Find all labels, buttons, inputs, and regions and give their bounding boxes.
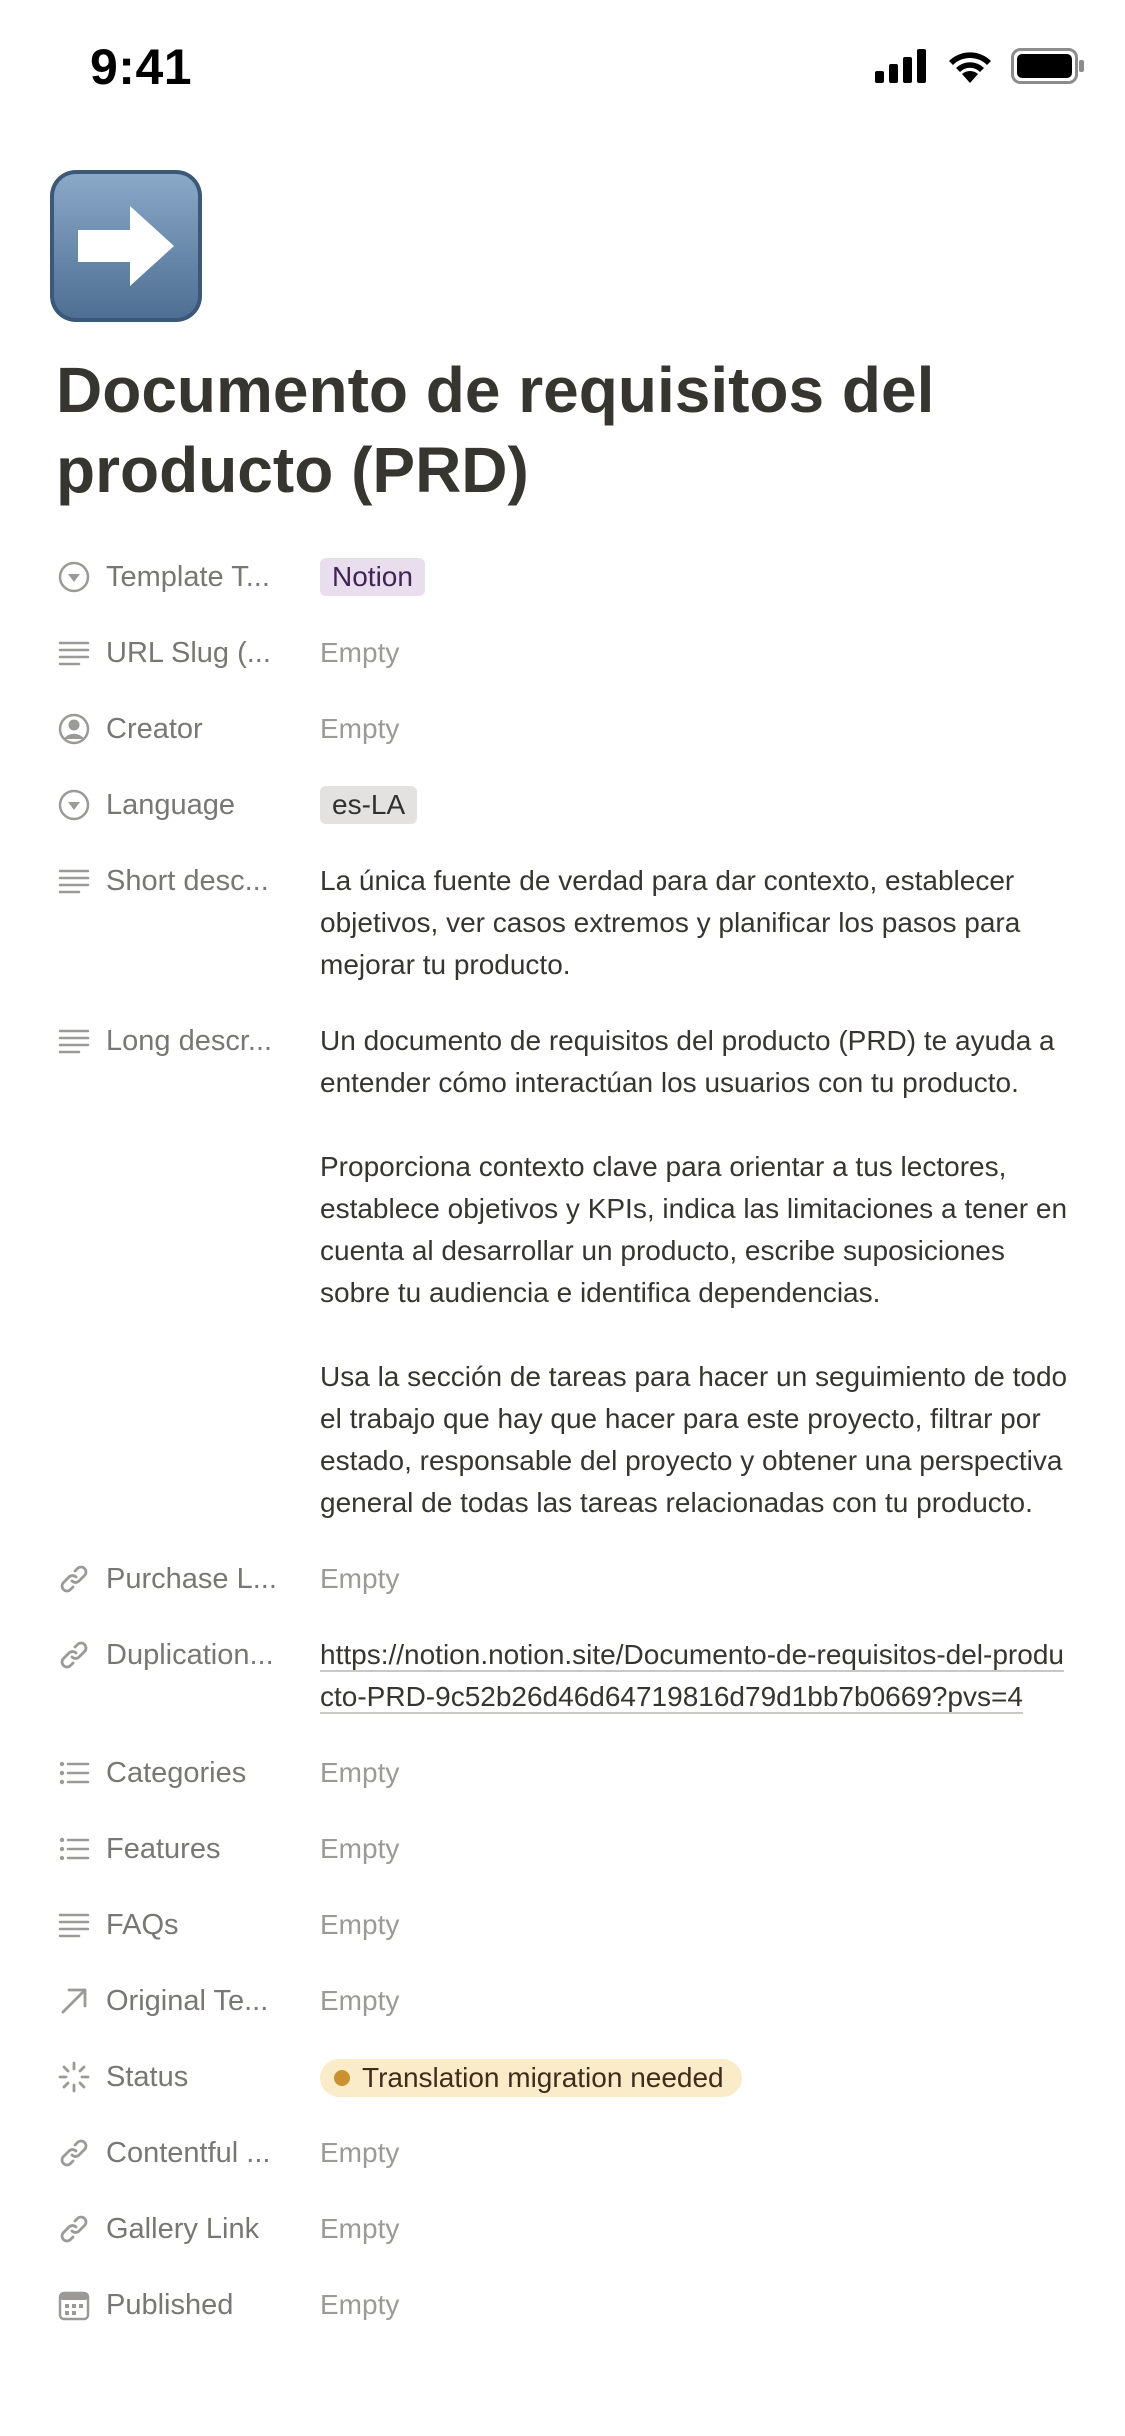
property-duplication-link (56, 1634, 1076, 1718)
select-icon (56, 787, 92, 823)
property-value-creator[interactable]: Empty (320, 713, 400, 744)
property-label: Duplication... (106, 1638, 274, 1671)
property-name-short-description[interactable] (56, 860, 320, 902)
property-value-gallery-link[interactable]: Empty (320, 2213, 400, 2244)
property-label: Status (106, 2060, 189, 2093)
property-name-creator[interactable] (56, 708, 320, 750)
text-lines-icon (56, 863, 92, 899)
property-label: Creator (106, 712, 203, 745)
property-value-long-description[interactable] (320, 1020, 1076, 1524)
link-icon (56, 2135, 92, 2171)
link-icon (56, 1637, 92, 1673)
tag-notion: Notion (320, 558, 425, 596)
property-faqs (56, 1904, 1076, 1946)
property-name-duplication-link[interactable] (56, 1634, 320, 1676)
property-value-template-type[interactable] (320, 556, 1076, 598)
long-description-paragraph: Usa la sección de tareas para hacer un seguimiento de todo el trabajo que hay que hacer para este proyecto, filtrar por estado, responsable del proyecto y obtener una perspectiva general de todas las tareas relacionadas con tu producto. (320, 1361, 1068, 1518)
long-description-paragraph: Un documento de requisitos del producto (PRD) te ayuda a entender cómo interactúan los usuarios con tu producto. (320, 1025, 1055, 1098)
list-icon (56, 1831, 92, 1867)
property-label: Language (106, 788, 236, 821)
property-name-template-type[interactable] (56, 556, 320, 598)
status-text: Translation migration needed (362, 2062, 724, 2093)
property-value-purchase-link[interactable]: Empty (320, 1563, 400, 1594)
property-language (56, 784, 1076, 826)
property-creator (56, 708, 1076, 750)
text-lines-icon (56, 1907, 92, 1943)
property-label: Contentful ... (106, 2136, 271, 2169)
property-value-duplication-link (320, 1634, 1076, 1718)
property-features (56, 1828, 1076, 1870)
status-spinner-icon (56, 2059, 92, 2095)
property-label: Published (106, 2288, 234, 2321)
property-label: URL Slug (... (106, 636, 271, 669)
person-icon (56, 711, 92, 747)
property-original-template (56, 1980, 1076, 2022)
link-icon (56, 1561, 92, 1597)
select-icon (56, 559, 92, 595)
property-label: Purchase L... (106, 1562, 277, 1595)
list-icon (56, 1755, 92, 1791)
property-label: Original Te... (106, 1984, 269, 2017)
property-label: Long descr... (106, 1024, 273, 1057)
property-name-language[interactable] (56, 784, 320, 826)
property-label: FAQs (106, 1908, 179, 1941)
property-contentful (56, 2132, 1076, 2174)
property-label: Short desc... (106, 864, 269, 897)
duplication-url-link[interactable]: https://notion.notion.site/Documento-de-requisitos-del-producto-PRD-9c52b26d46d64719816d79d1bb7b0669?pvs=4 (320, 1639, 1064, 1712)
property-gallery-link (56, 2208, 1076, 2250)
property-value-contentful[interactable]: Empty (320, 2137, 400, 2168)
property-label: Template T... (106, 560, 270, 593)
wifi-icon (947, 49, 993, 83)
property-value-published[interactable]: Empty (320, 2289, 400, 2320)
property-value-categories[interactable]: Empty (320, 1757, 400, 1788)
properties-list (56, 556, 1076, 2360)
property-label: Features (106, 1832, 221, 1865)
property-name-published[interactable] (56, 2284, 320, 2326)
property-name-gallery-link[interactable] (56, 2208, 320, 2250)
relation-arrow-icon (56, 1983, 92, 2019)
link-icon (56, 2211, 92, 2247)
status-icons (875, 48, 1085, 84)
property-value-status[interactable] (320, 2056, 1076, 2098)
cellular-signal-icon (875, 49, 929, 83)
property-name-faqs[interactable] (56, 1904, 320, 1946)
property-categories (56, 1752, 1076, 1794)
status-dot (334, 2070, 350, 2086)
property-label: Categories (106, 1756, 247, 1789)
property-value-language[interactable] (320, 784, 1076, 826)
property-value-url-slug[interactable]: Empty (320, 637, 400, 668)
text-lines-icon (56, 635, 92, 671)
property-label: Gallery Link (106, 2212, 260, 2245)
property-value-short-description[interactable]: La única fuente de verdad para dar contexto, establecer objetivos, ver casos extremos y planificar los pasos para mejorar tu producto. (320, 865, 1021, 980)
property-name-purchase-link[interactable] (56, 1558, 320, 1600)
property-name-categories[interactable] (56, 1752, 320, 1794)
property-value-faqs[interactable]: Empty (320, 1909, 400, 1940)
property-name-long-description[interactable] (56, 1020, 320, 1062)
property-published (56, 2284, 1076, 2326)
status-time: 9:41 (90, 39, 193, 95)
property-name-status[interactable] (56, 2056, 320, 2098)
tag-es-la: es-LA (320, 786, 417, 824)
property-name-url-slug[interactable] (56, 632, 320, 674)
status-badge (320, 2059, 742, 2097)
property-long-description (56, 1020, 1076, 1524)
property-status (56, 2056, 1076, 2098)
battery-icon (1011, 48, 1085, 84)
text-lines-icon (56, 1023, 92, 1059)
right-arrow-emoji-icon[interactable] (48, 168, 204, 324)
property-value-features[interactable]: Empty (320, 1833, 400, 1864)
property-url-slug (56, 632, 1076, 674)
property-name-features[interactable] (56, 1828, 320, 1870)
status-bar (0, 0, 1125, 140)
property-short-description (56, 860, 1076, 986)
property-name-contentful[interactable] (56, 2132, 320, 2174)
property-value-original-template[interactable]: Empty (320, 1985, 400, 2016)
page-title[interactable]: Documento de requisitos del producto (PRD) (56, 354, 935, 506)
property-name-original-template[interactable] (56, 1980, 320, 2022)
property-template-type (56, 556, 1076, 598)
calendar-icon (56, 2287, 92, 2323)
property-purchase-link (56, 1558, 1076, 1600)
long-description-paragraph: Proporciona contexto clave para orientar a tus lectores, establece objetivos y KPIs, indica las limitaciones a tener en cuenta al desarrollar un producto, escribe suposiciones sobre tu audiencia e identifica dependencias. (320, 1151, 1068, 1308)
